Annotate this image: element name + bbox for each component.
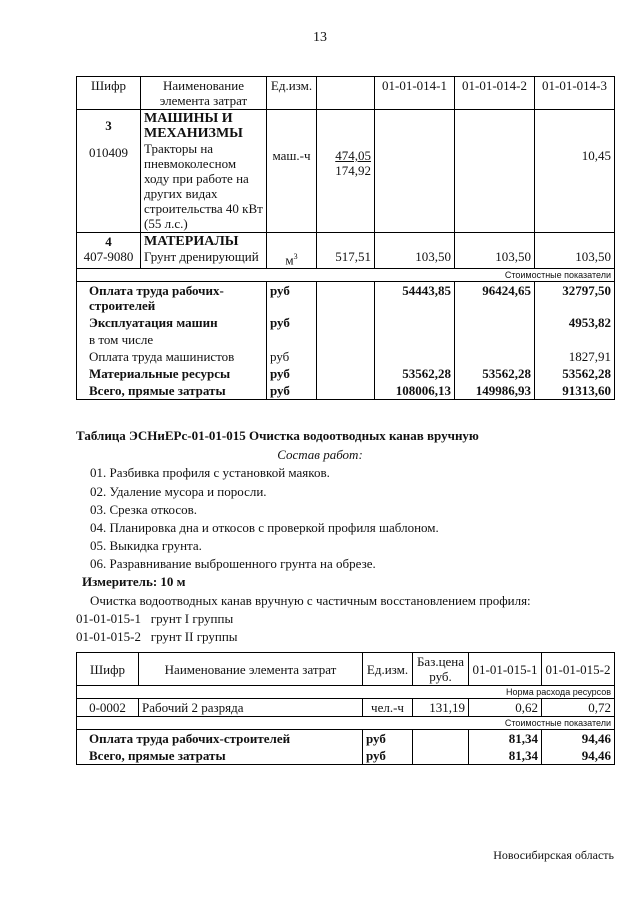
summary-value-2 xyxy=(455,348,535,365)
summary-value-3: 53562,28 xyxy=(535,365,615,382)
summary-unit: руб xyxy=(267,314,317,331)
summary-unit: руб xyxy=(363,747,413,765)
variant-code: 01-01-015-2 xyxy=(76,629,141,644)
summary-value-3: 1827,91 xyxy=(535,348,615,365)
summary-label: Эксплуатация машин xyxy=(77,314,267,331)
section-number: 4 xyxy=(105,234,112,249)
summary-value-1: 81,34 xyxy=(469,747,542,765)
summary-value-1 xyxy=(375,314,455,331)
col-header-name: Наименование элемента затрат xyxy=(141,77,267,110)
unit-superscript: 3 xyxy=(293,252,298,261)
row-code: 0-0002 xyxy=(77,699,139,717)
description: Очистка водоотводных канав вручную с частичным восстановлением профиля: xyxy=(90,593,531,608)
col-header-price xyxy=(317,77,375,110)
row-unit: м xyxy=(285,252,294,268)
variant-label: грунт II группы xyxy=(150,629,238,644)
col-header-014-1: 01-01-014-1 xyxy=(375,77,455,110)
summary-value-2: 149986,93 xyxy=(455,382,535,400)
row-price-top: 474,05 xyxy=(335,148,371,163)
summary-value-3: 91313,60 xyxy=(535,382,615,400)
summary-unit: руб xyxy=(267,382,317,400)
col-header-name: Наименование элемента затрат xyxy=(139,653,363,686)
summary-value-3 xyxy=(535,331,615,348)
row-price: 517,51 xyxy=(317,233,375,269)
variant-code: 01-01-015-1 xyxy=(76,611,141,626)
summary-unit xyxy=(267,331,317,348)
summary-label: Материальные ресурсы xyxy=(77,365,267,382)
summary-unit: руб xyxy=(267,348,317,365)
summary-label: в том числе xyxy=(77,331,267,348)
summary-value-1 xyxy=(375,348,455,365)
summary-unit: руб xyxy=(267,365,317,382)
summary-value-2 xyxy=(455,331,535,348)
summary-value-2: 53562,28 xyxy=(455,365,535,382)
summary-value-1: 53562,28 xyxy=(375,365,455,382)
summary-value-2: 94,46 xyxy=(542,730,615,748)
summary-value-1: 81,34 xyxy=(469,730,542,748)
resource-table-014 xyxy=(76,76,615,400)
works-title: Состав работ: xyxy=(277,447,363,462)
summary-value-3: 4953,82 xyxy=(535,314,615,331)
section-title: МАТЕРИАЛЫ xyxy=(144,234,239,249)
row-price: 131,19 xyxy=(413,699,469,717)
col-header-code: Шифр xyxy=(77,77,141,110)
work-item: 04. Планировка дна и откосов с проверкой профиля шаблоном. xyxy=(90,520,439,535)
work-item: 06. Разравнивание выброшенного грунта на обрезе. xyxy=(90,556,376,571)
summary-label: Всего, прямые затраты xyxy=(77,747,363,765)
norm-header: Норма расхода ресурсов xyxy=(77,686,615,699)
footer-region: Новосибирская область xyxy=(493,848,614,862)
work-item: 03. Срезка откосов. xyxy=(90,502,198,517)
col-header-014-3: 01-01-014-3 xyxy=(535,77,615,110)
summary-value-2 xyxy=(455,314,535,331)
summary-label: Оплата труда рабочих-строителей xyxy=(77,282,267,315)
row-value-1: 103,50 xyxy=(375,233,455,269)
summary-label: Оплата труда рабочих-строителей xyxy=(77,730,363,748)
cost-header: Стоимостные показатели xyxy=(77,717,615,730)
work-item: 01. Разбивка профиля с установкой маяков. xyxy=(90,465,330,480)
row-name: Грунт дренирующий xyxy=(144,249,259,264)
col-header-015-1: 01-01-015-1 xyxy=(469,653,542,686)
measure: Измеритель: 10 м xyxy=(82,574,186,589)
summary-value-1: 108006,13 xyxy=(375,382,455,400)
row-unit: чел.-ч xyxy=(363,699,413,717)
col-header-unit: Ед.изм. xyxy=(363,653,413,686)
row-value-2: 0,72 xyxy=(542,699,615,717)
row-value-2 xyxy=(455,110,535,233)
col-header-015-2: 01-01-015-2 xyxy=(542,653,615,686)
col-header-code: Шифр xyxy=(77,653,139,686)
section-number: 3 xyxy=(105,118,112,133)
row-value-3: 10,45 xyxy=(535,110,615,233)
row-value-3: 103,50 xyxy=(535,233,615,269)
summary-value-1 xyxy=(375,331,455,348)
variant-label: грунт I группы xyxy=(150,611,234,626)
row-price-bottom: 174,92 xyxy=(335,163,371,178)
row-unit: маш.-ч xyxy=(267,110,317,233)
table-title: Таблица ЭСНиЕРс-01-01-015 Очистка водоотводных канав вручную xyxy=(76,428,479,443)
page-number: 13 xyxy=(313,30,327,45)
row-name: Рабочий 2 разряда xyxy=(139,699,363,717)
summary-unit: руб xyxy=(363,730,413,748)
row-value-1: 0,62 xyxy=(469,699,542,717)
row-value-2: 103,50 xyxy=(455,233,535,269)
resource-table-015 xyxy=(76,652,615,765)
summary-value-2: 96424,65 xyxy=(455,282,535,315)
row-code: 407-9080 xyxy=(83,249,134,264)
summary-unit: руб xyxy=(267,282,317,315)
summary-value-1: 54443,85 xyxy=(375,282,455,315)
row-value-1 xyxy=(375,110,455,233)
summary-value-3: 32797,50 xyxy=(535,282,615,315)
col-header-unit: Ед.изм. xyxy=(267,77,317,110)
summary-label: Оплата труда машинистов xyxy=(77,348,267,365)
summary-label: Всего, прямые затраты xyxy=(77,382,267,400)
work-item: 02. Удаление мусора и поросли. xyxy=(90,484,267,499)
summary-value-2: 94,46 xyxy=(542,747,615,765)
section-title: МАШИНЫ И МЕХАНИЗМЫ xyxy=(144,111,243,141)
cost-header: Стоимостные показатели xyxy=(77,269,615,282)
col-header-014-2: 01-01-014-2 xyxy=(455,77,535,110)
row-code: 010409 xyxy=(89,145,128,160)
col-header-price: Баз.цена руб. xyxy=(413,653,469,686)
work-item: 05. Выкидка грунта. xyxy=(90,538,202,553)
row-name: Тракторы на пневмоколесном ходу при работе на других видах строительства 40 кВт (55 л.с.) xyxy=(144,141,263,231)
